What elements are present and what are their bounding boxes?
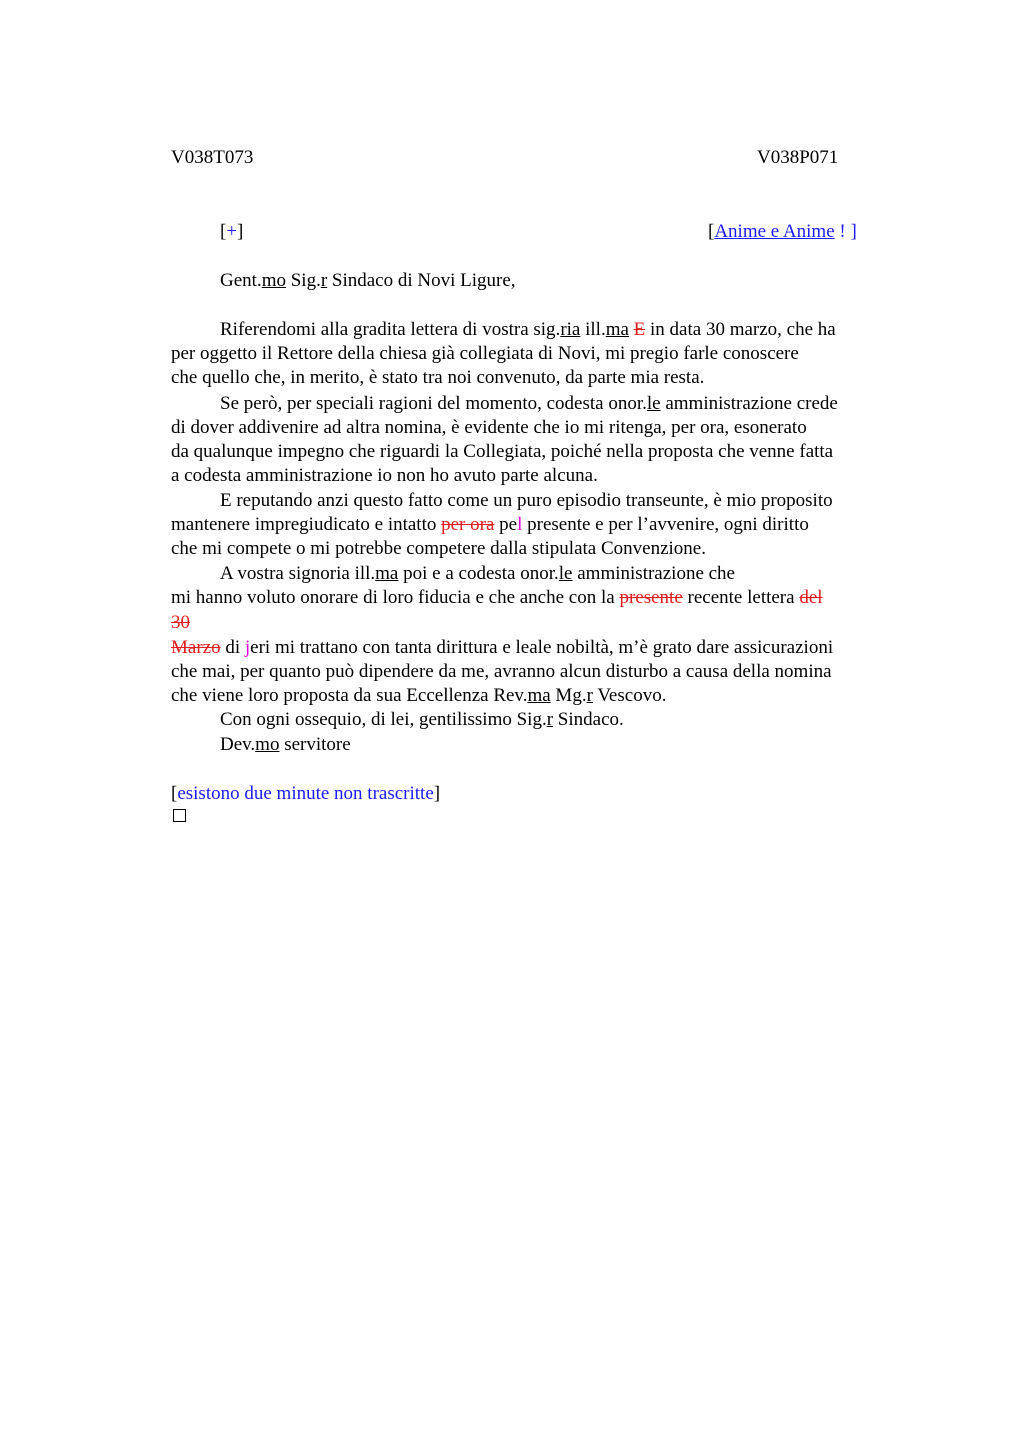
deleted-text: presente xyxy=(619,587,683,608)
note-text: esistono due minute non trascritte xyxy=(177,783,434,804)
text-line: Riferendomi alla gradita lettera di vostra sig.ria ill.ma E in data 30 marzo, che ha xyxy=(220,319,836,340)
text-line: a codesta amministrazione io non ho avuto parte alcuna. xyxy=(171,465,598,486)
text-line: per oggetto il Rettore della chiesa già collegiata di Novi, mi pregio farle conoscere xyxy=(171,343,799,364)
plus-icon[interactable]: + xyxy=(226,221,238,242)
deleted-text: per ora xyxy=(441,514,495,535)
deleted-text: E xyxy=(633,319,646,340)
text-line: da qualunque impegno che riguardi la Collegiata, poiché nella proposta che venne fatta xyxy=(171,441,834,462)
text-line: che mi compete o mi potrebbe competere dalla stipulata Convenzione. xyxy=(171,538,706,559)
deleted-text: del xyxy=(799,587,823,608)
bracket: ] xyxy=(237,221,244,242)
bracket: [ xyxy=(708,221,715,242)
text-line: che quello che, in merito, è stato tra noi convenuto, da parte mia resta. xyxy=(171,367,705,388)
signature: Dev.mo servitore xyxy=(220,734,351,755)
checkbox-icon xyxy=(173,809,186,822)
left-code: V038T073 xyxy=(171,147,254,168)
right-code: V038P071 xyxy=(757,147,839,168)
text-line: di dover addivenire ad altra nomina, è evidente che io mi ritenga, per ora, esonerato xyxy=(171,417,807,438)
nav-link-group xyxy=(708,221,857,243)
editorial-note: [esistono due minute non trascritte] xyxy=(171,783,441,804)
deleted-text: Marzo xyxy=(171,637,221,658)
deleted-text: 30 xyxy=(171,612,190,633)
text-line: mi hanno voluto onorare di loro fiducia e che anche con la presente recente lettera del xyxy=(171,587,823,608)
text-line: che viene loro proposta da sua Eccellenza Rev.ma Mg.r Vescovo. xyxy=(171,685,667,706)
inserted-text: j xyxy=(244,637,251,658)
text-line: A vostra signoria ill.ma poi e a codesta onor.le amministrazione che xyxy=(220,563,735,584)
inserted-text: l xyxy=(517,514,523,535)
text-line: Marzo di jeri mi trattano con tanta dirittura e leale nobiltà, m’è grato dare assicurazioni xyxy=(171,637,834,658)
expand-control[interactable] xyxy=(220,221,243,243)
anime-link[interactable]: Anime e Anime xyxy=(714,221,835,242)
text-line: che mai, per quanto può dipendere da me, avranno alcun disturbo a causa della nomina xyxy=(171,661,832,682)
text-line: mantenere impregiudicato e intatto per ora pel presente e per l’avvenire, ogni diritto xyxy=(171,514,809,535)
text-line: Se però, per speciali ragioni del momento, codesta onor.le amministrazione crede xyxy=(220,393,838,414)
link-tail: ! ] xyxy=(834,221,857,242)
closing-line: Con ogni ossequio, di lei, gentilissimo Sig.r Sindaco. xyxy=(220,709,624,730)
text-line: E reputando anzi questo fatto come un puro episodio transeunte, è mio proposito xyxy=(220,490,833,511)
bracket: [ xyxy=(220,221,227,242)
salutation: Gent.mo Sig.r Sindaco di Novi Ligure, xyxy=(220,270,516,291)
